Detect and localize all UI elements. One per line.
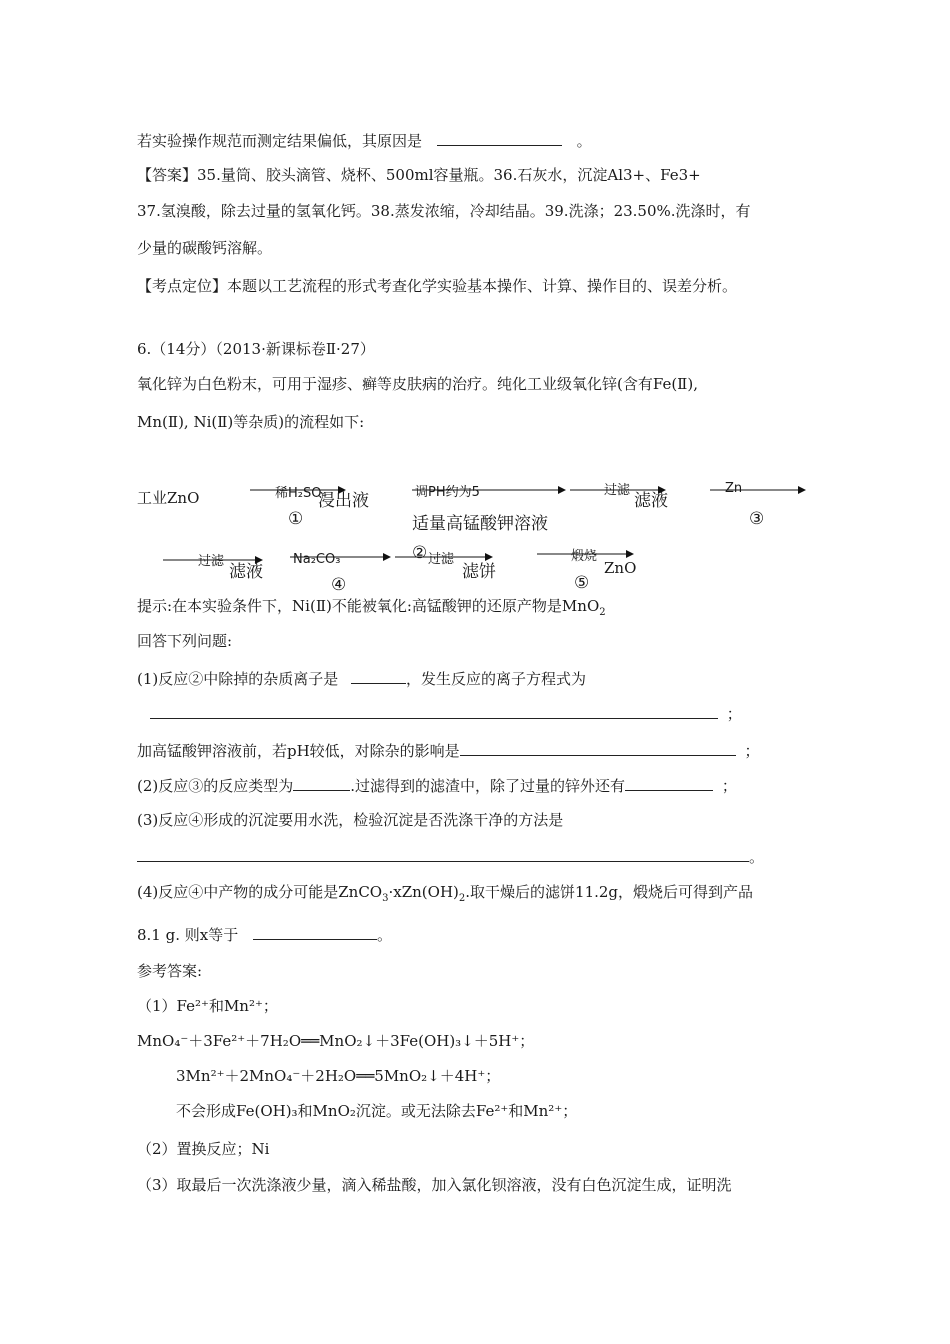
reference-equation-1: MnO₄⁻＋3Fe²⁺＋7H₂O══MnO₂↓＋3Fe(OH)₃↓＋5H⁺；	[137, 1032, 535, 1050]
flow-filter-1: 过滤	[604, 483, 631, 498]
answer-line-1: 【答案】35.量筒、胶头滴管、烧杯、500ml容量瓶。36.石灰水，沉淀Al3+、Fe3+	[137, 166, 701, 184]
hint-line: 提示:在本实验条件下，Ni(Ⅱ)不能被氧化:高锰酸钾的还原产物是MnO$_2$	[137, 597, 606, 618]
flow-product-3: 滤液	[229, 562, 263, 582]
q4-blank-x[interactable]	[253, 923, 377, 940]
flow-start: 工业ZnO	[137, 489, 200, 507]
flow-product-1: 浸出液	[318, 491, 369, 511]
line-reason: 若实验操作规范而测定结果偏低，其原因是 。	[137, 129, 592, 151]
question-6-intro-1: 氧化锌为白色粉末，可用于湿疹、癣等皮肤病的治疗。纯化工业级氧化锌(含有Fe(Ⅱ),	[137, 375, 698, 393]
flow-step-1: ①	[288, 509, 304, 529]
flow-product-5: ZnO	[604, 559, 637, 577]
reference-answer-3: （3）取最后一次洗涤液少量，滴入稀盐酸，加入氯化钡溶液，没有白色沉淀生成，证明洗	[137, 1176, 732, 1194]
flow-product-4: 滤饼	[462, 562, 496, 582]
q2-blank-type[interactable]	[293, 774, 350, 791]
answer-prompt: 回答下列问题:	[137, 632, 233, 650]
question-6-intro-2: Mn(Ⅱ), Ni(Ⅱ)等杂质)的流程如下:	[137, 413, 365, 431]
flow-reagent-2b: 适量高锰酸钾溶液	[412, 514, 548, 534]
flow-step-2: ②	[412, 543, 428, 563]
reference-answer-1b: 不会形成Fe(OH)₃和MnO₂沉淀。或无法除去Fe²⁺和Mn²⁺；	[176, 1102, 578, 1120]
reference-answer-title: 参考答案:	[137, 962, 203, 980]
flow-step-4: ④	[331, 575, 347, 595]
flow-filter-2: 过滤	[198, 554, 225, 569]
flow-step-3: ③	[749, 509, 765, 529]
question-1-line: (1)反应②中除掉的杂质离子是 ，发生反应的离子方程式为	[137, 667, 586, 689]
flow-filter-3: 过滤	[428, 552, 455, 567]
flow-reagent-3: Zn	[725, 481, 743, 496]
flow-product-2: 滤液	[634, 491, 668, 511]
flow-reagent-2: 调PH约为5	[415, 485, 480, 500]
reference-equation-2: 3Mn²⁺＋2MnO₄⁻＋2H₂O══5MnO₂↓＋4H⁺；	[176, 1067, 501, 1085]
reference-answer-1: （1）Fe²⁺和Mn²⁺；	[137, 997, 278, 1015]
flow-reagent-5: 煅烧	[571, 549, 598, 564]
flow-reagent-1: 稀H₂SO₄	[275, 486, 327, 501]
answer-line-3: 少量的碳酸钙溶解。	[137, 239, 273, 257]
q1-blank-equation[interactable]	[150, 702, 718, 719]
question-1-equation-line: ；	[150, 702, 742, 724]
flow-reagent-4: Na₂CO₃	[293, 552, 341, 567]
question-3-line: (3)反应④形成的沉淀要用水洗，检验沉淀是否洗涤干净的方法是	[137, 811, 564, 829]
q1-blank-ph-effect[interactable]	[460, 739, 736, 756]
reference-answer-2: （2）置换反应；Ni	[137, 1140, 270, 1158]
q3-blank-method[interactable]	[137, 845, 749, 862]
question-4-line: (4)反应④中产物的成分可能是$ZnCO_3\cdot xZn(OH)_2$.取干燥后的滤饼11.2g，煅烧后可得到产品	[137, 883, 754, 904]
question-6-header: 6.（14分）（2013·新课标卷Ⅱ·27）	[137, 340, 375, 358]
question-1-ph-line: 加高锰酸钾溶液前，若pH较低，对除杂的影响是 ；	[137, 739, 759, 761]
question-2-line: (2)反应③的反应类型为 .过滤得到的滤渣中，除了过量的锌外还有 ；	[137, 774, 737, 796]
q1-blank-ion[interactable]	[351, 667, 406, 684]
exam-point: 【考点定位】本题以工艺流程的形式考查化学实验基本操作、计算、操作目的、误差分析。	[137, 277, 738, 295]
flow-step-5: ⑤	[574, 573, 590, 593]
question-4-line-2: 8.1 g. 则x等于 。	[137, 923, 392, 945]
answer-line-2: 37.氢溴酸，除去过量的氢氧化钙。38.蒸发浓缩，冷却结晶。39.洗涤；23.50%.洗涤时，有	[137, 202, 751, 220]
q2-blank-residue[interactable]	[625, 774, 713, 791]
question-3-answer-line: 。	[137, 845, 764, 867]
